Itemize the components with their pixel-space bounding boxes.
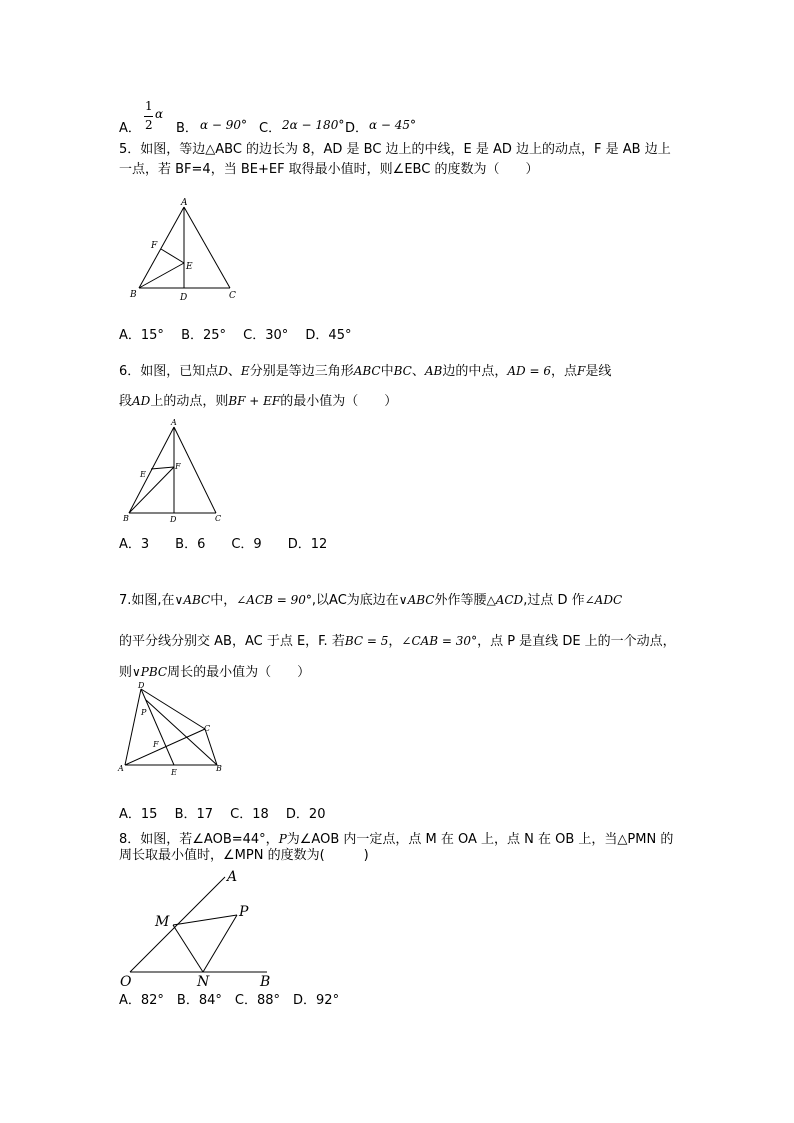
q4-option-a-label: A．	[119, 121, 141, 136]
q6-text: 段	[119, 394, 133, 409]
q7-label-f: F	[153, 740, 159, 749]
q7-angle-adc: ∠ADC	[584, 593, 623, 607]
q5-label-e: E	[186, 262, 193, 272]
q8-options: A．82° B．84° C．88° D．92°	[119, 993, 340, 1008]
q6-stem-line1	[119, 360, 611, 380]
q6-text: 中	[380, 364, 394, 379]
q4-option-c-label: C．	[259, 121, 282, 136]
q6-text: 、	[411, 364, 425, 379]
q7-side-dc	[141, 689, 205, 729]
q5-label-d: D	[180, 293, 188, 303]
q7-label-d: D	[138, 681, 145, 690]
q4-option-d-expr: α − 45°	[369, 118, 417, 132]
q6-text: ，点	[550, 364, 577, 379]
q6-figure	[120, 417, 230, 527]
q7-text: 的平分线分别交 AB，AC 于点 E，F. 若	[119, 634, 345, 649]
q5-stem-line2: 一点，若 BF=4，当 BE+EF 取得最小值时，则∠EBC 的度数为（ ）	[119, 162, 539, 177]
q6-segment-bf	[129, 467, 174, 513]
q6-segment-ab: AB	[424, 364, 443, 378]
q4-option-b-label: B．	[176, 121, 198, 136]
q5-segment-fe	[161, 249, 184, 263]
q6-point-d: D	[218, 364, 228, 378]
q5-label-f: F	[151, 241, 158, 251]
q6-text: 的最小值为（ ）	[280, 394, 398, 409]
q7-text: ，	[388, 634, 402, 649]
q8-segment-pn	[203, 915, 237, 972]
q7-bc-equation: BC = 5	[344, 634, 389, 648]
q7-angle-cab: ∠CAB = 30°	[401, 634, 478, 648]
q6-ad-equation: AD = 6	[507, 364, 551, 378]
q7-text: ,过点 D 作	[523, 593, 585, 608]
q7-text: 7.如图,在	[119, 593, 175, 608]
q6-bf-plus-ef: BF + EF	[228, 394, 281, 408]
q7-side-ad	[125, 689, 141, 765]
q6-point-f: F	[576, 364, 586, 378]
q7-label-p: P	[141, 708, 147, 717]
q7-text: 外作等腰	[434, 593, 487, 608]
q7-side-ac	[125, 729, 205, 765]
q5-stem-line1: 5．如图，等边△ABC 的边长为 8，AD 是 BC 边上的中线，E 是 AD 边上的动点，F 是 AB 边上	[119, 142, 671, 157]
q6-text: 分别是等边三角形	[249, 364, 354, 379]
q7-triangle-abc: ∨ABC	[174, 593, 211, 607]
q6-segment-bc: BC	[393, 364, 412, 378]
q4-option-b-expr: α − 90°	[200, 118, 248, 132]
q5-label-b: B	[130, 290, 137, 300]
q4-option-a-numerator: 1	[145, 99, 153, 113]
q5-figure	[125, 195, 245, 305]
q7-options: A．15 B．17 C．18 D．20	[119, 807, 326, 822]
q8-text: 8．如图，若∠AOB=44°，	[119, 832, 279, 847]
q6-label-a: A	[171, 418, 177, 427]
q7-text: 中，	[210, 593, 237, 608]
q4-option-c-expr: 2α − 180°	[282, 118, 345, 132]
q8-stem-line1	[119, 828, 673, 846]
q7-triangle-abc-2: ∨ABC	[398, 593, 435, 607]
q6-label-e: E	[140, 470, 146, 479]
q4-option-a-denominator: 2	[145, 118, 153, 132]
q6-segment-ad: AD	[132, 394, 151, 408]
q6-options: A．3 B．6 C．9 D．12	[119, 537, 328, 552]
q6-point-e: E	[240, 364, 250, 378]
q7-stem-line1	[119, 589, 622, 609]
q8-text: 为∠AOB 内一定点，点 M 在 OA 上，点 N 在 OB 上，当△PMN 的	[286, 832, 674, 847]
q7-angle-acb: ∠ACB = 90°	[236, 593, 312, 607]
q4-option-a-alpha: α	[155, 107, 164, 121]
q8-figure	[115, 865, 280, 990]
q6-text: 、	[227, 364, 241, 379]
q6-text: 6．如图，已知点	[119, 364, 219, 379]
q7-stem-line3	[119, 661, 310, 681]
q6-text: 上的动点，则	[150, 394, 229, 409]
q6-label-f: F	[175, 462, 181, 471]
q6-label-b: B	[123, 514, 129, 523]
q6-triangle-abc: ABC	[353, 364, 381, 378]
q7-text: ,以AC为底边在	[311, 593, 399, 608]
q8-point-p: P	[278, 832, 287, 846]
q6-label-c: C	[215, 514, 222, 523]
q7-triangle-pbc: ∨PBC	[132, 665, 168, 679]
q7-figure	[115, 680, 230, 780]
q7-stem-line2	[119, 630, 676, 650]
q6-text: 是线	[585, 364, 612, 379]
q4-fraction-bar	[144, 116, 153, 117]
q7-label-c: C	[204, 724, 211, 733]
q8-label-n: N	[197, 974, 210, 990]
q4-option-d-label: D．	[345, 121, 369, 136]
q7-label-a: A	[118, 764, 124, 773]
q6-side-ab	[129, 427, 174, 513]
q8-segment-mn	[173, 925, 203, 972]
q6-label-d: D	[170, 515, 177, 524]
q7-text: 周长的最小值为（ ）	[167, 665, 311, 680]
q5-label-c: C	[229, 291, 236, 301]
q8-label-m: M	[155, 914, 170, 930]
q8-stem-line2: 周长取最小值时，∠MPN 的度数为( )	[119, 848, 369, 863]
q7-text: ，点 P 是直线 DE 上的一个动点，	[477, 634, 676, 649]
q7-label-e: E	[171, 768, 177, 777]
q7-triangle-acd: △ACD	[486, 593, 524, 607]
q8-label-b: B	[260, 974, 271, 990]
q5-side-ac	[184, 207, 230, 288]
q6-text: 边的中点，	[442, 364, 508, 379]
q7-text: 则	[119, 665, 133, 680]
q8-label-p: P	[239, 904, 249, 920]
q8-label-o: O	[120, 974, 132, 990]
q5-options: A．15° B．25° C．30° D．45°	[119, 328, 352, 343]
q6-stem-line2	[119, 390, 397, 410]
q7-label-b: B	[216, 764, 222, 773]
q8-label-a: A	[227, 869, 238, 885]
q5-label-a: A	[181, 198, 188, 208]
q6-segment-ef	[151, 467, 174, 469]
